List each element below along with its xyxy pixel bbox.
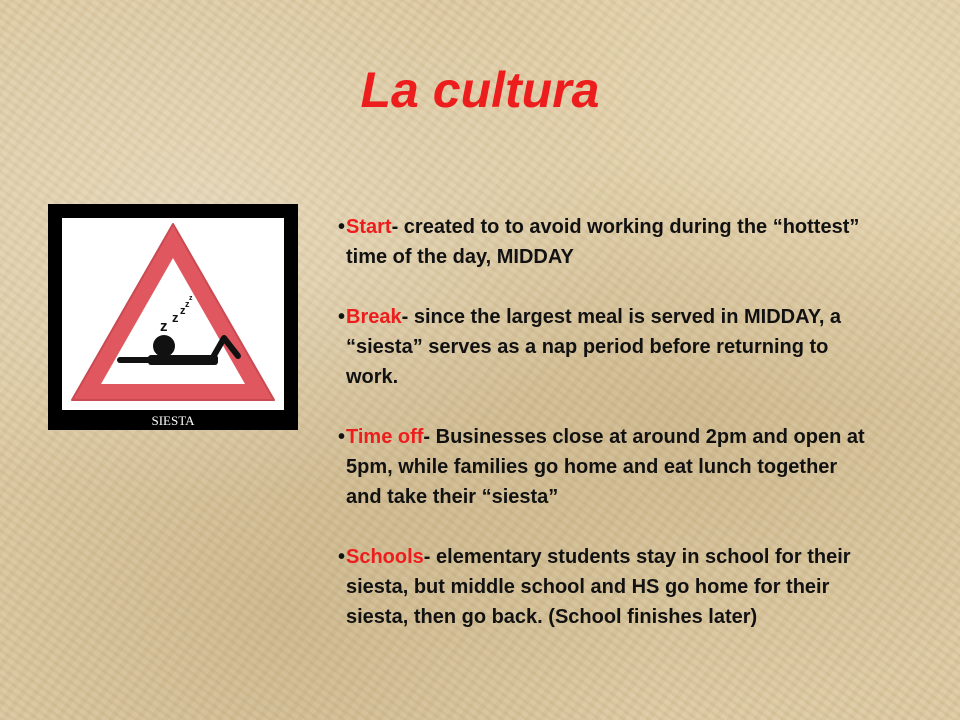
bullet-term: Time off bbox=[346, 426, 424, 448]
bullet-text: - elementary students stay in school for their siesta, but middle school and HS go home for their siesta, then go back. (School finishes later) bbox=[346, 546, 851, 628]
bullet-marker: • bbox=[338, 216, 346, 238]
warning-sign-panel bbox=[62, 218, 284, 410]
svg-text:z: z bbox=[189, 295, 193, 302]
svg-text:z: z bbox=[160, 318, 168, 335]
bullet-term: Start bbox=[346, 216, 392, 238]
bullet-marker: • bbox=[338, 546, 346, 568]
svg-text:z: z bbox=[180, 305, 186, 317]
bullet-content bbox=[346, 422, 878, 512]
bullet-text: - created to to avoid working during the “hottest” time of the day, MIDDAY bbox=[346, 216, 860, 268]
svg-text:z: z bbox=[185, 299, 190, 309]
bullet-content bbox=[346, 542, 878, 632]
bullet-break bbox=[338, 302, 878, 392]
bullet-text: - since the largest meal is served in MIDDAY, a “siesta” serves as a nap period before returning to work. bbox=[346, 306, 842, 388]
bullet-content bbox=[346, 302, 878, 392]
bullet-text: - Businesses close at around 2pm and open at 5pm, while families go home and eat lunch together and take their “siesta” bbox=[346, 426, 865, 508]
svg-text:z: z bbox=[172, 310, 179, 325]
bullet-time-off bbox=[338, 422, 878, 512]
slide-title: La cultura bbox=[360, 62, 600, 118]
bullet-start bbox=[338, 212, 878, 272]
siesta-image bbox=[48, 204, 298, 430]
bullet-list bbox=[338, 212, 878, 632]
bullet-content bbox=[346, 212, 878, 272]
bullet-term: Schools bbox=[346, 546, 424, 568]
bullet-marker: • bbox=[338, 426, 346, 448]
bullet-term: Break bbox=[346, 306, 402, 328]
bullet-marker: • bbox=[338, 306, 346, 328]
bullet-schools bbox=[338, 542, 878, 632]
image-caption: SIESTA bbox=[151, 413, 195, 428]
warning-sign-icon bbox=[62, 218, 284, 410]
